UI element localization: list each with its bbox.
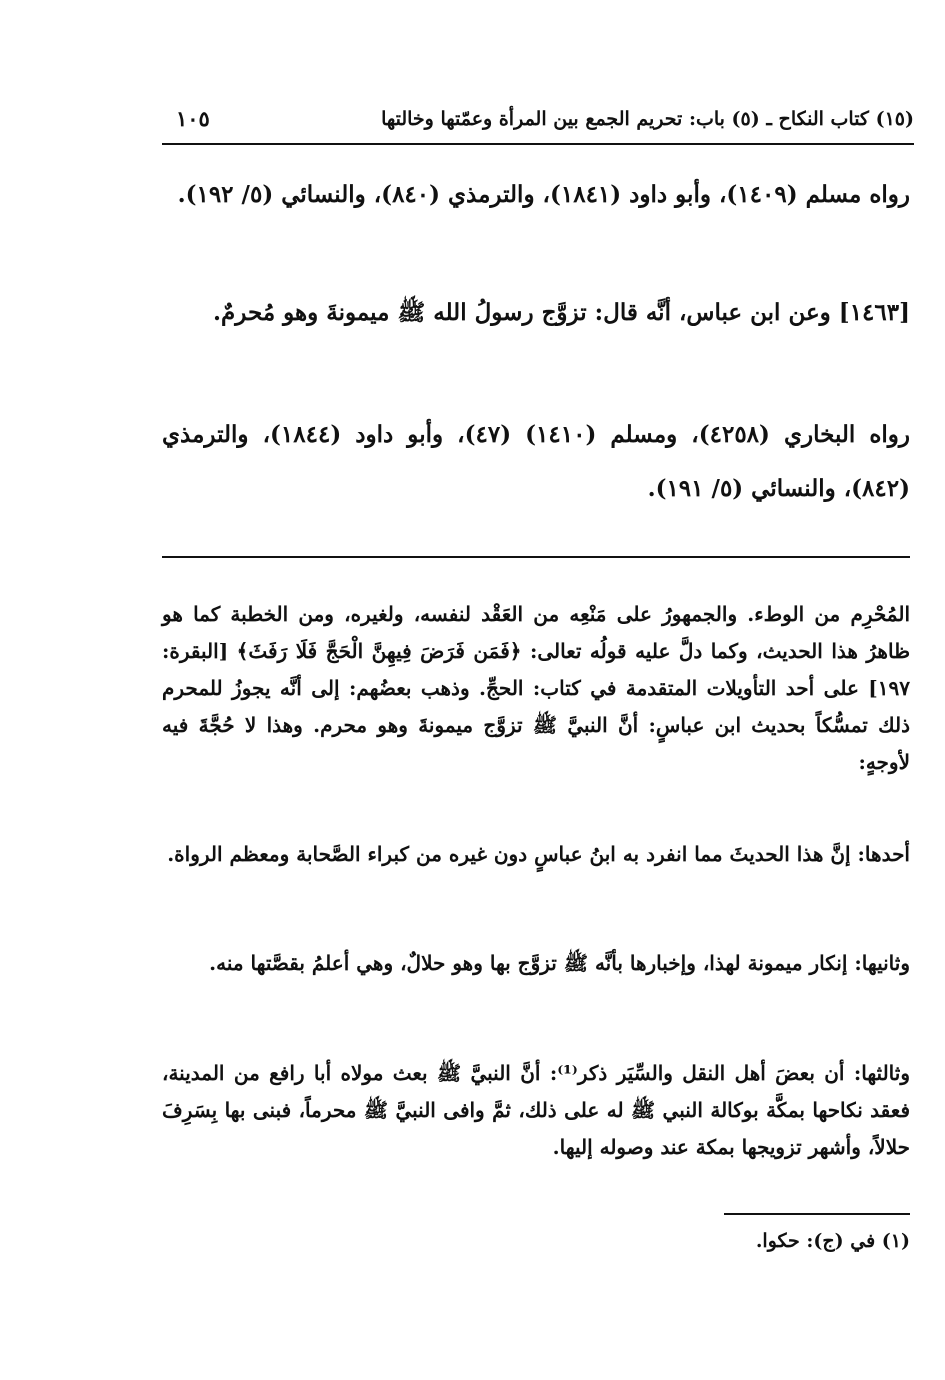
commentary-paragraph-2: أحدها: إنَّ هذا الحديثَ مما انفرد به ابنُ عباسٍ دون غيره من كبراء الصَّحابة ومعظم الرواة. [167, 842, 910, 866]
header-rule [162, 143, 914, 145]
hadith-source-paragraph-2: رواه البخاري (٤٢٥٨)، ومسلم (١٤١٠) (٤٧)، وأبو داود (١٨٤٤)، والترمذي (٨٤٢)، والنسائي (٥/ ١٩١). [162, 421, 911, 502]
header-title: (١٥) كتاب النكاح ـ (٥) باب: تحريم الجمع بين المرأة وعمّتها وخالتها [381, 108, 914, 130]
page-number: ١٠٥ [176, 106, 210, 131]
footnote-separator-rule [724, 1213, 910, 1215]
hadith-source-paragraph-1: رواه مسلم (١٤٠٩)، وأبو داود (١٨٤١)، والترمذي (٨٤٠)، والنسائي (٥/ ١٩٢). [177, 181, 910, 208]
footnote: (١) في (ج): حكوا. [755, 1230, 910, 1252]
running-header [162, 104, 914, 144]
commentary-paragraph-1: المُحْرِم من الوطء. والجمهورُ على مَنْعِه من العَقْد لنفسه، ولغيره، ومن الخطبة كما هو ظاهرُ هذا الحديث، وكما دلَّ عليه قولُه تعالى: ﴿فَمَن فَرَضَ فِيهِنَّ الْحَجَّ فَلَا رَفَثَ﴾ [البقرة: ١٩٧] على أحد التأويلات المتقدمة في كتاب: الحجِّ. وذهب بعضُهم: إلى أنَّه يجوزُ للمحرم ذلك تمسُّكاً بحديث ابن عباسٍ: أنَّ النبيَّ ﷺ تزوَّج ميمونةَ وهو محرم. وهذا لا حُجَّةَ فيه لأوجهٍ: [162, 602, 910, 774]
commentary-paragraph-3: وثانيها: إنكار ميمونة لهذا، وإخبارها بأنَّه ﷺ تزوَّج بها وهو حلالٌ، وهي أعلمُ بقصَّتها منه. [209, 951, 910, 975]
hadith-1463-paragraph: [١٤٦٣] وعن ابن عباس، أنَّه قال: تزوَّج رسولُ الله ﷺ ميمونةَ وهو مُحرمٌ. [213, 299, 910, 326]
commentary-separator-rule [162, 556, 910, 558]
commentary-paragraph-4: وثالثها: أن بعضَ أهل النقل والسِّيَر ذكر⁽¹⁾: أنَّ النبيَّ ﷺ بعث مولاه أبا رافع من المدينة، فعقد نكاحها بمكَّة بوكالة النبي ﷺ له على ذلك، ثمَّ وافى النبيَّ ﷺ محرماً، فبنى بها بِسَرِفَ حلالاً، وأشهر تزويجها بمكة عند وصوله إليها. [162, 1061, 910, 1159]
